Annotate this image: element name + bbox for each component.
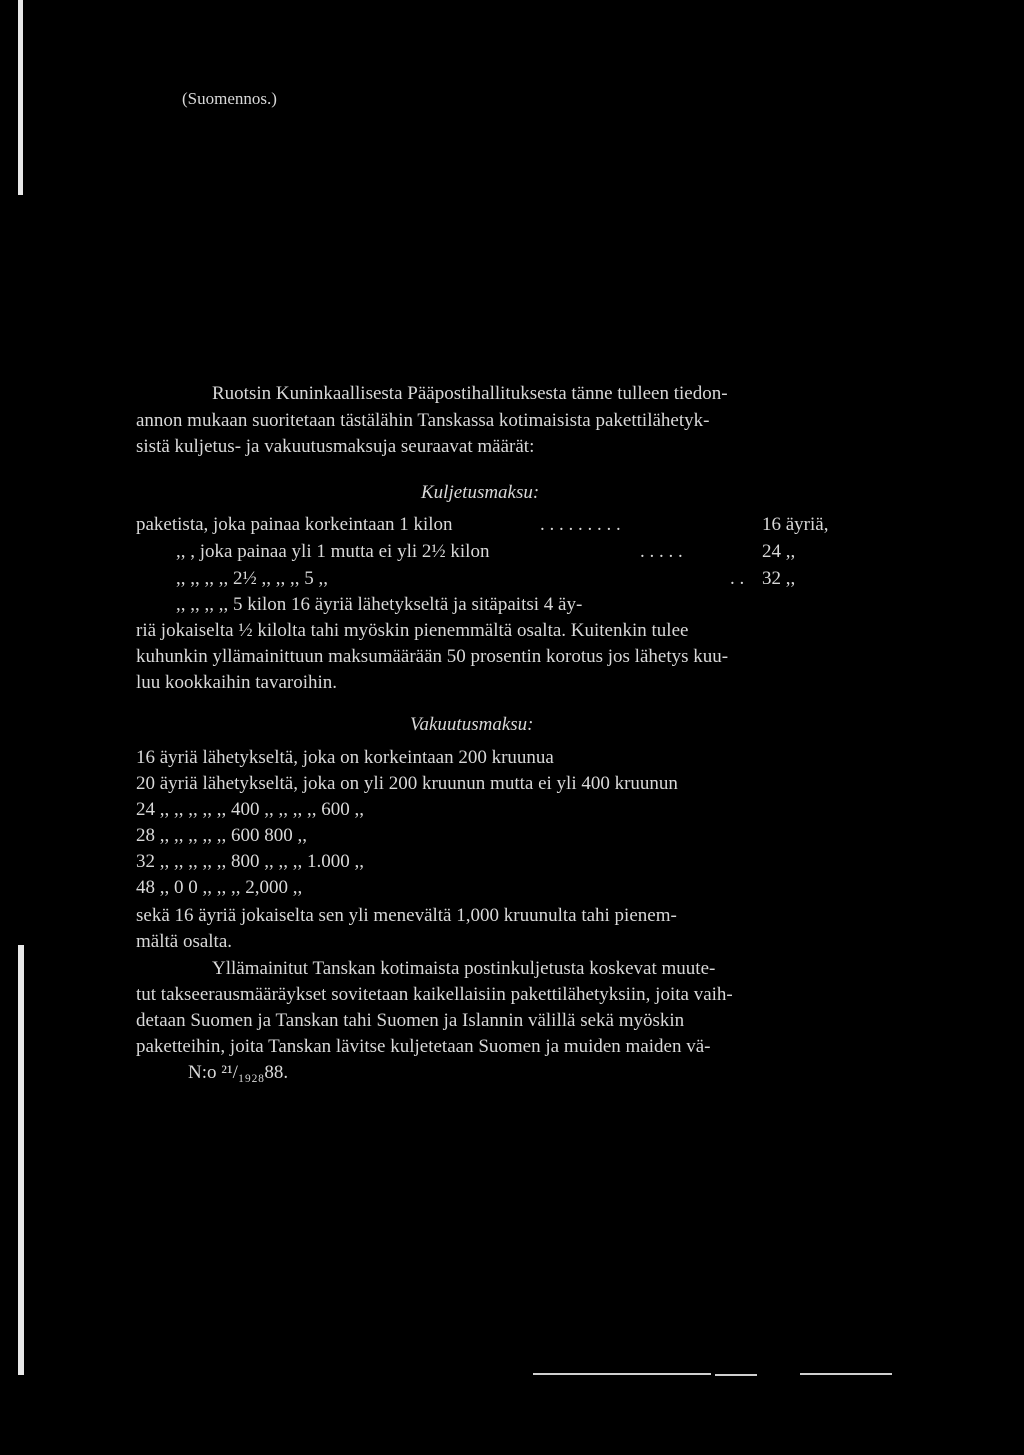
scan-edge-bar-bottom xyxy=(18,945,24,1375)
bottom-rule-left xyxy=(533,1373,711,1375)
document-number: N:o ²¹/₁₉₂₈88. xyxy=(188,1062,289,1083)
closing-line: Yllämainitut Tanskan kotimaista postinkuljetusta koskevat muute- xyxy=(212,958,716,979)
transport-row-text: paketista, joka painaa korkeintaan 1 kilon xyxy=(136,514,453,535)
transport-paragraph-line: luu kookkaihin tavaroihin. xyxy=(136,672,338,693)
transport-row-text: ,, ,, ,, ,, 2½ ,, ,, ,, 5 ,, xyxy=(176,568,328,589)
insurance-paragraph-line: mältä osalta. xyxy=(136,931,233,952)
insurance-row: 20 äyriä lähetykseltä, joka on yli 200 kruunun mutta ei yli 400 kruunun xyxy=(136,773,678,794)
bottom-rule-right xyxy=(800,1373,892,1375)
transport-row-dots: . . . . . xyxy=(640,541,683,562)
header-note: (Suomennos.) xyxy=(182,89,277,108)
insurance-row: 24 ,, ,, ,, ,, ,, 400 ,, ,, ,, ,, 600 ,, xyxy=(136,799,364,820)
scan-edge-bar-top xyxy=(18,0,23,195)
insurance-heading: Vakuutusmaksu: xyxy=(410,714,534,735)
transport-row-dots: . . . . . . . . . xyxy=(540,514,621,535)
closing-line: paketteihin, joita Tanskan lävitse kuljetetaan Suomen ja muiden maiden vä- xyxy=(136,1036,711,1057)
transport-paragraph-line: kuhunkin yllämainittuun maksumäärään 50 prosentin korotus jos lähetys kuu- xyxy=(136,646,729,667)
intro-line-1: Ruotsin Kuninkaallisesta Pääpostihallituksesta tänne tulleen tiedon- xyxy=(212,383,728,404)
transport-row-amount: 24 ,, xyxy=(762,541,796,562)
transport-paragraph-line: riä jokaiselta ½ kilolta tahi myöskin pienemmältä osalta. Kuitenkin tulee xyxy=(136,620,689,641)
insurance-row: 28 ,, ,, ,, ,, ,, 600 800 ,, xyxy=(136,825,307,846)
transport-row-amount: 16 äyriä, xyxy=(762,514,829,535)
insurance-paragraph-line: sekä 16 äyriä jokaiselta sen yli menevältä 1,000 kruunulta tahi pienem- xyxy=(136,905,677,926)
bottom-rule-middle xyxy=(715,1374,757,1376)
intro-line-2: annon mukaan suoritetaan tästälähin Tanskassa kotimaisista pakettilähetyk- xyxy=(136,410,710,431)
transport-row-text: ,, , joka painaa yli 1 mutta ei yli 2½ kilon xyxy=(176,541,490,562)
transport-heading: Kuljetusmaksu: xyxy=(421,482,540,503)
intro-line-3: sistä kuljetus- ja vakuutusmaksuja seuraavat määrät: xyxy=(136,436,535,457)
transport-paragraph-line: ,, ,, ,, ,, 5 kilon 16 äyriä lähetykseltä ja sitäpaitsi 4 äy- xyxy=(176,594,583,615)
closing-line: detaan Suomen ja Tanskan tahi Suomen ja Islannin välillä sekä myöskin xyxy=(136,1010,685,1031)
insurance-row: 48 ,, 0 0 ,, ,, ,, 2,000 ,, xyxy=(136,877,303,898)
insurance-row: 32 ,, ,, ,, ,, ,, 800 ,, ,, ,, 1.000 ,, xyxy=(136,851,364,872)
insurance-row: 16 äyriä lähetykseltä, joka on korkeintaan 200 kruunua xyxy=(136,747,554,768)
transport-row-dots: . . xyxy=(730,568,745,589)
transport-row-amount: 32 ,, xyxy=(762,568,796,589)
closing-line: tut takseerausmääräykset sovitetaan kaikellaisiin pakettilähetyksiin, joita vaih- xyxy=(136,984,733,1005)
